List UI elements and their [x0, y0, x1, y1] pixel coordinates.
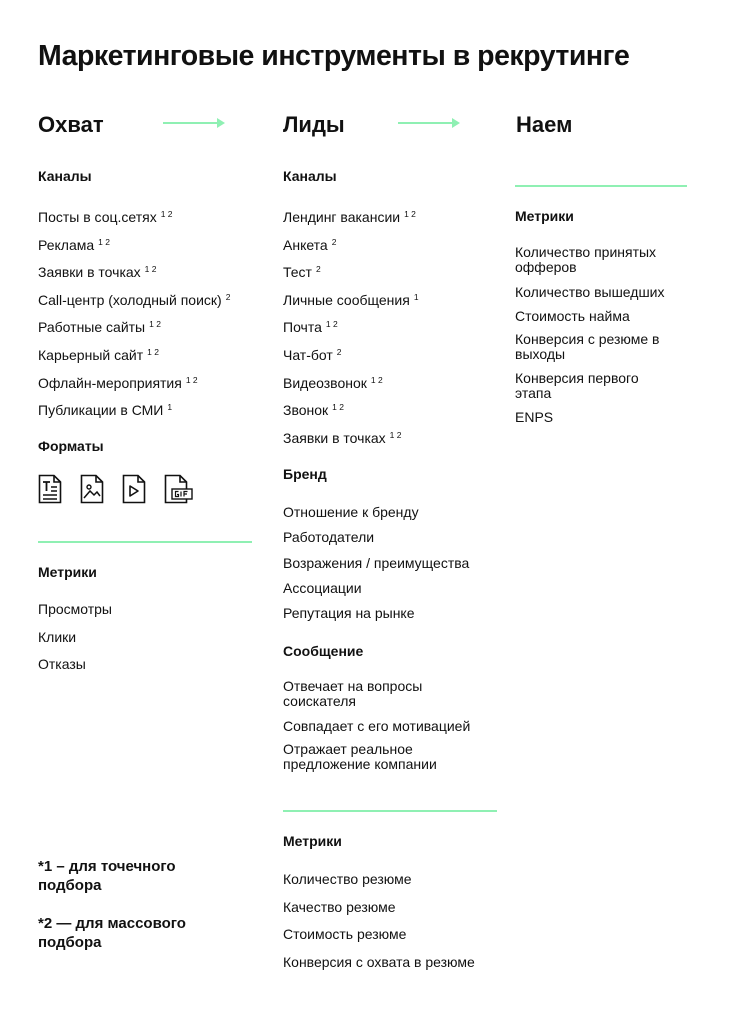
- list-item: Просмотры: [38, 601, 112, 617]
- list-item: Репутация на рынке: [283, 605, 415, 622]
- section-divider: [283, 810, 497, 812]
- footnote-marks: 1: [413, 291, 419, 302]
- leads-channels-heading: Каналы: [283, 168, 337, 184]
- list-item: Конверсия первого этапа: [515, 370, 639, 401]
- hire-metrics-heading: Метрики: [515, 208, 574, 224]
- list-item: Звонок $^{1 2}$: [283, 402, 344, 419]
- list-item: Чат-бот $^2$: [283, 346, 342, 363]
- footnote-marks: 1 2: [144, 264, 157, 275]
- footnote-marks: 1 2: [149, 319, 161, 330]
- hire-metrics-list: [515, 245, 685, 426]
- footnote-2: *2 — для массового подбора: [38, 915, 186, 951]
- footnote-marks: 1 2: [404, 209, 416, 219]
- video-doc-icon: [122, 474, 146, 504]
- leads-channels-list: [283, 206, 419, 454]
- footnote-marks: 1: [167, 402, 173, 413]
- footnote-marks: 2: [315, 264, 321, 275]
- arrow-right-icon: [163, 116, 227, 130]
- footnote-marks: 1 2: [160, 209, 173, 219]
- list-item: Тест $^2$: [283, 264, 321, 281]
- list-item: Совпадает с его мотивацией: [283, 718, 471, 734]
- leads-metrics-list: [283, 871, 475, 982]
- page-title: Маркетинговые инструменты в рекрутинге: [38, 40, 630, 72]
- list-item: Работные сайты $^{1 2}$: [38, 319, 161, 336]
- arrow-right-icon: [398, 116, 462, 130]
- text-doc-icon: [38, 474, 62, 504]
- list-item: Почта $^{1 2}$: [283, 319, 338, 336]
- leads-brand-list: [283, 504, 469, 630]
- list-item: Стоимость найма: [515, 308, 630, 324]
- list-item: Call-центр (холодный поиск) $^2$: [38, 291, 231, 308]
- list-item: Качество резюме: [283, 898, 396, 915]
- list-item: Офлайн-мероприятия $^{1 2}$: [38, 374, 198, 391]
- list-item: ENPS: [515, 409, 554, 425]
- footnote-marks: 1 2: [185, 374, 198, 385]
- reach-channels-heading: Каналы: [38, 168, 92, 184]
- stage-leads-title: Лиды: [283, 112, 345, 137]
- list-item: Видеозвонок $^{1 2}$: [283, 374, 383, 391]
- list-item: Заявки в точках $^{1 2}$: [283, 429, 402, 446]
- list-item: Лендинг вакансии $^{1 2}$: [283, 209, 416, 225]
- section-divider: [38, 541, 252, 543]
- list-item: Количество принятых офферов: [515, 244, 657, 275]
- reach-metrics-heading: Метрики: [38, 564, 97, 580]
- list-item: Возражения / преимущества: [283, 554, 470, 571]
- list-item: Конверсия с охвата в резюме: [283, 954, 475, 971]
- footnote-marks: 1 2: [332, 402, 344, 413]
- leads-message-heading: Сообщение: [283, 643, 364, 659]
- footnote-marks: 1 2: [370, 374, 383, 385]
- reach-metrics-list: [38, 601, 112, 684]
- list-item: Конверсия с резюме в выходы: [515, 331, 660, 362]
- leads-brand-heading: Бренд: [283, 466, 327, 482]
- footnote-marks: 2: [336, 346, 342, 357]
- gif-doc-icon: [164, 474, 188, 504]
- stage-reach-title: Охват: [38, 112, 104, 137]
- list-item: Анкета $^2$: [283, 236, 337, 253]
- list-item: Отношение к бренду: [283, 504, 419, 520]
- reach-channels-list: [38, 206, 230, 427]
- footnote-marks: 2: [225, 291, 231, 302]
- leads-message-list: [283, 679, 483, 772]
- section-divider: [515, 185, 687, 187]
- leads-metrics-heading: Метрики: [283, 833, 342, 849]
- list-item: Клики: [38, 628, 77, 645]
- formats-icons: [38, 474, 188, 504]
- list-item: Количество вышедших: [515, 284, 665, 300]
- footnote-marks: 1 2: [325, 319, 338, 330]
- list-item: Реклама $^{1 2}$: [38, 236, 110, 253]
- image-doc-icon: [80, 474, 104, 504]
- footnote-marks: 1 2: [98, 236, 110, 247]
- list-item: Стоимость резюме: [283, 926, 407, 943]
- footnote-marks: 1 2: [389, 429, 402, 440]
- list-item: Публикации в СМИ $^1$: [38, 402, 173, 419]
- list-item: Количество резюме: [283, 871, 412, 887]
- list-item: Посты в соц.сетях $^{1 2}$: [38, 209, 173, 225]
- list-item: Карьерный сайт $^{1 2}$: [38, 346, 159, 363]
- list-item: Отражает реальное предложение компании: [283, 741, 437, 772]
- list-item: Заявки в точках $^{1 2}$: [38, 264, 157, 281]
- stage-hire-title: Наем: [516, 112, 573, 137]
- list-item: Личные сообщения $^1$: [283, 291, 419, 308]
- footnote-marks: 1 2: [147, 346, 159, 357]
- list-item: Работодатели: [283, 529, 375, 546]
- reach-formats-heading: Форматы: [38, 438, 104, 454]
- list-item: Отказы: [38, 656, 86, 673]
- footnote-marks: 2: [331, 236, 337, 247]
- list-item: Ассоциации: [283, 579, 362, 596]
- footnote-1: *1 – для точечного подбора: [38, 858, 176, 894]
- list-item: Отвечает на вопросы соискателя: [283, 678, 423, 709]
